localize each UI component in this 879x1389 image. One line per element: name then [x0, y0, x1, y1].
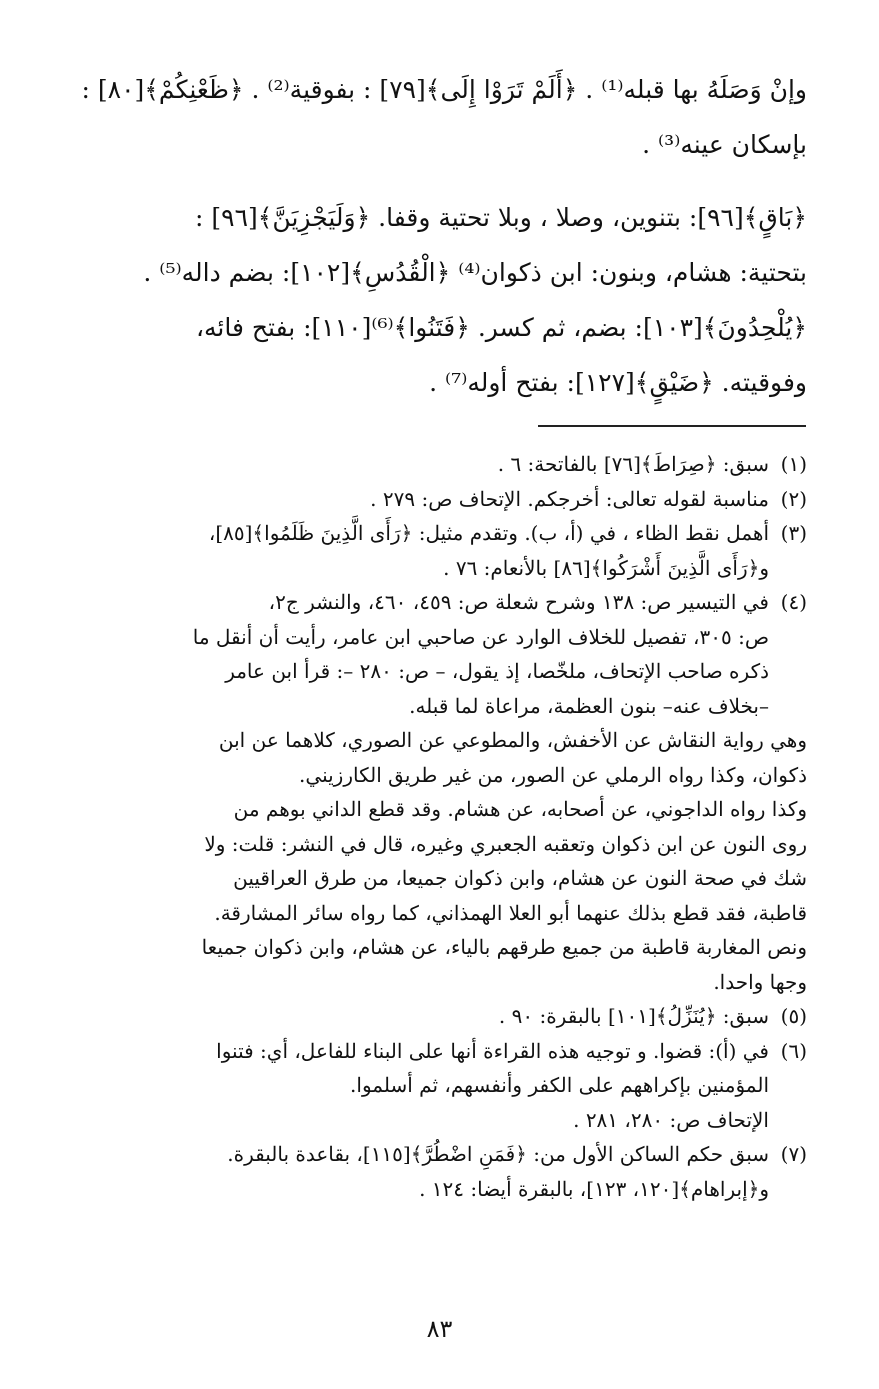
footnote-continuation: [72, 723, 807, 999]
continuation-paragraph: [72, 723, 807, 792]
footnote-line: و﴿إبراهام﴾[١٢٠، ١٢٣]، بالبقرة أيضا: ١٢٤ .: [419, 1176, 769, 1201]
footnote-body: [72, 585, 769, 723]
footnote-line: قاطبة، فقد قطع بذلك عنهما أبو العلا الهمذاني، كما رواه سائر المشارقة.: [214, 900, 807, 925]
footnote-body: [72, 1034, 769, 1138]
footnote-line: وكذا رواه الداجوني، عن أصحابه، عن هشام. وقد قطع الداني بوهم من: [233, 797, 807, 821]
footnote-line: في (أ): قضوا. و توجيه هذه القراءة أنها على البناء للفاعل، أي: فتنوا: [216, 1038, 769, 1063]
footnote-body: [72, 1137, 769, 1206]
footnote-number: (٧): [780, 1142, 807, 1166]
paragraph-1: [72, 62, 807, 172]
footnote-number: (٣): [780, 521, 807, 545]
text-line: ﴿يُلْحِدُونَ﴾[١٠٣]: بضم، ثم كسر. ﴿فَتَنُوا﴾⁽⁶⁾[١١٠]: بفتح فائه،: [195, 313, 807, 342]
footnote-body: [72, 999, 769, 1034]
footnote-number: (٦): [780, 1038, 807, 1063]
footnote-line: و﴿رَأَى الَّذِينَ أَشْرَكُوا﴾[٨٦] بالأنعام: ٧٦ .: [443, 555, 769, 580]
footnote-line: المؤمنين بإكراههم على الكفر وأنفسهم، ثم أسلموا.: [350, 1073, 769, 1097]
footnote: [72, 482, 807, 517]
footnote-number: (٢): [780, 486, 807, 511]
footnote: [72, 585, 807, 723]
footnote-divider: [538, 425, 806, 427]
footnote-line: ص: ٣٠٥، تفصيل للخلاف الوارد عن صاحبي ابن عامر، رأيت أن أنقل ما: [192, 624, 769, 649]
footnote-line: سبق حكم الساكن الأول من: ﴿فَمَنِ اضْطُرَّ﴾[١١٥]، بقاعدة بالبقرة.: [227, 1142, 769, 1166]
footnote-line: ذكره صاحب الإتحاف، ملخّصا، إذ يقول، – ص: ٢٨٠ –: قرأ ابن عامر: [225, 659, 769, 683]
text-line: وفوقيته. ﴿ضَيْقٍ﴾[١٢٧]: بفتح أوله⁽⁷⁾ .: [429, 368, 807, 397]
footnote-number: (٤): [780, 590, 807, 614]
footnote: [72, 1137, 807, 1206]
paragraph-2: [72, 190, 807, 410]
footnote-body: [72, 482, 769, 517]
text-line: بتحتية: هشام، وبنون: ابن ذكوان⁽⁴⁾ ﴿الْقُدُسِ﴾[١٠٢]: بضم داله⁽⁵⁾ .: [143, 258, 807, 287]
footnote-line: في التيسير ص: ١٣٨ وشرح شعلة ص: ٤٥٩، ٤٦٠، والنشر ج٢،: [268, 590, 769, 614]
footnote-line: ذكوان، وكذا رواه الرملي عن الصور، من غير طريق الكارزيني.: [299, 762, 807, 787]
footnote: [72, 516, 807, 585]
footnote-number: (١): [780, 452, 807, 476]
footnote-line: –بخلاف عنه– بنون العظمة، مراعاة لما قبله.: [409, 693, 769, 718]
footnote-line: سبق: ﴿صِرَاطَ﴾[٧٦] بالفاتحة: ٦ .: [497, 452, 769, 476]
footnote-body: [72, 447, 769, 482]
footnote-line: أهمل نقط الظاء ، في (أ، ب). وتقدم مثيل: ﴿رَأَى الَّذِينَ ظَلَمُوا﴾[٨٥]،: [208, 521, 769, 545]
footnotes: [72, 447, 807, 1206]
page-number: ٨٣: [426, 1315, 453, 1343]
footnote-line: شك في صحة النون عن هشام، وابن ذكوان جميعا، من طرق العراقيين: [233, 866, 807, 890]
footnote-line: وجها واحدا.: [713, 969, 807, 994]
footnote: [72, 999, 807, 1034]
footnote-number: (٥): [780, 1004, 807, 1028]
continuation-paragraph: [72, 930, 807, 999]
footnote-body: [72, 516, 769, 585]
footnote-line: مناسبة لقوله تعالى: أخرجكم. الإتحاف ص: ٢٧٩ .: [370, 486, 769, 511]
footnote-line: وهي رواية النقاش عن الأخفش، والمطوعي عن الصوري، كلاهما عن ابن: [218, 728, 807, 752]
footnote-line: سبق: ﴿يُنَزِّلُ﴾[١٠١] بالبقرة: ٩٠ .: [498, 1004, 769, 1028]
footnote: [72, 447, 807, 482]
text-line: وإنْ وَصَلَهُ بها قبله⁽¹⁾ . ﴿أَلَمْ تَرَوْا إِلَى﴾[٧٩] : بفوقية⁽²⁾ . ﴿ظَعْنِكُمْ﴾[٨٠] :: [81, 75, 807, 104]
footnote-line: روى النون عن ابن ذكوان وتعقبه الجعبري وغيره، قال في النشر: قلت: ولا: [204, 831, 807, 856]
footnote-line: ونص المغاربة قاطبة من جميع طرقهم بالياء، عن هشام، وابن ذكوان جميعا: [201, 935, 807, 959]
main-text: [72, 62, 807, 410]
text-line: ﴿بَاقٍ﴾[٩٦]: بتنوين، وصلا ، وبلا تحتية وقفا. ﴿وَلَيَجْزِيَنَّ﴾[٩٦] :: [195, 203, 807, 232]
footnote-line: الإتحاف ص: ٢٨٠، ٢٨١ .: [573, 1107, 769, 1132]
footnote: [72, 1034, 807, 1138]
continuation-paragraph: [72, 792, 807, 930]
text-line: بإسكان عينه⁽³⁾ .: [642, 130, 807, 159]
